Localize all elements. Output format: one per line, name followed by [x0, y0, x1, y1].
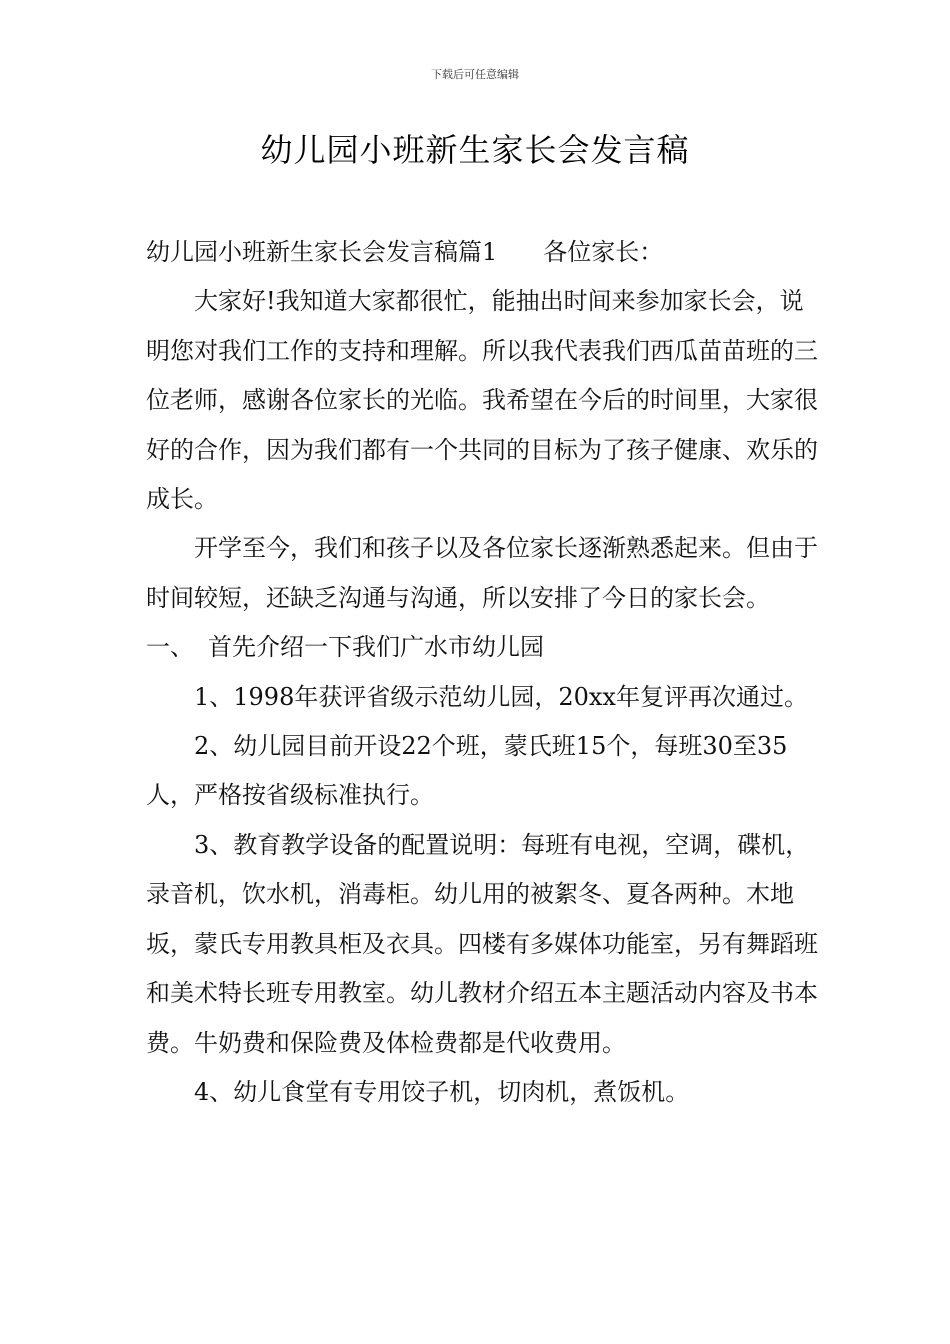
- list-item: 4、幼儿食堂有专用饺子机，切肉机，煮饭机。: [194, 1077, 690, 1106]
- section-heading: [146, 623, 818, 672]
- paragraph-greeting: 大家好!我知道大家都很忙，能抽出时间来参加家长会，说明您对我们工作的支持和理解。所以我代表我们西瓜苗苗班的三位老师，感谢各位家长的光临。我希望在今后的时间里，大家很好的合作，因为我们都有一个共同的目标为了孩子健康、欢乐的成长。: [146, 287, 818, 514]
- list-item: 3、教育教学设备的配置说明：每班有电视，空调，碟机，录音机，饮水机，消毒柜。幼儿用的被絮冬、夏各两种。木地坂，蒙氏专用教具柜及衣具。四楼有多媒体功能室，另有舞蹈班和美术特长班专用教室。幼儿教材介绍五本主题活动内容及书本费。牛奶费和保险费及体检费都是代收费用。: [146, 830, 818, 1057]
- list-item: 2、幼儿园目前开设22个班，蒙氏班15个，每班30至35人，严格按省级标准执行。: [146, 732, 788, 810]
- lead-line: [146, 228, 818, 277]
- document-body: [146, 228, 818, 1117]
- salutation: 各位家长：: [543, 238, 664, 266]
- section-label: 幼儿园小班新生家长会发言稿篇1: [146, 238, 498, 266]
- section-marker: 一、: [146, 633, 194, 662]
- document-title: 幼儿园小班新生家长会发言稿: [260, 131, 690, 169]
- section-heading-text: 首先介绍一下我们广水市幼儿园: [208, 633, 544, 662]
- list-item: 1、1998年获评省级示范幼儿园，20xx年复评再次通过。: [194, 682, 808, 711]
- header-note: 下载后可任意编辑: [431, 68, 519, 81]
- paragraph-purpose: 开学至今，我们和孩子以及各位家长逐渐熟悉起来。但由于时间较短，还缺乏沟通与沟通，所以安排了今日的家长会。: [146, 534, 818, 612]
